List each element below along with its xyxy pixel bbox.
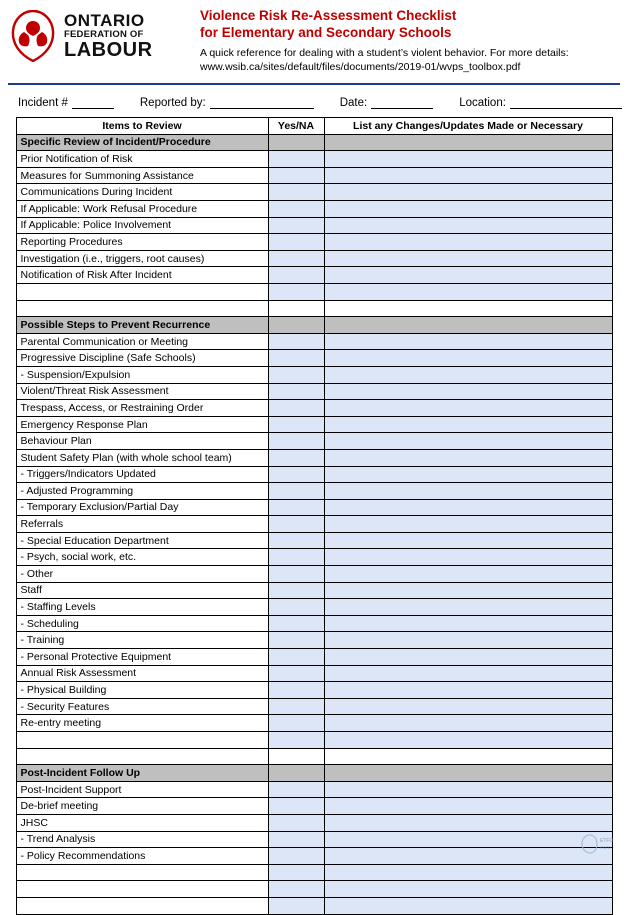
item-label	[16, 897, 268, 914]
yesna-cell	[268, 317, 324, 334]
item-label: - Training	[16, 632, 268, 649]
yesna-cell[interactable]	[268, 383, 324, 400]
notes-cell	[324, 134, 612, 151]
item-label: - Triggers/Indicators Updated	[16, 466, 268, 483]
yesna-cell[interactable]	[268, 466, 324, 483]
yesna-cell[interactable]	[268, 283, 324, 300]
ofl-logo-text	[64, 12, 153, 61]
yesna-cell[interactable]	[268, 864, 324, 881]
notes-cell[interactable]	[324, 333, 612, 350]
notes-cell[interactable]	[324, 499, 612, 516]
item-label: - Other	[16, 566, 268, 583]
item-label: - Scheduling	[16, 615, 268, 632]
yesna-cell[interactable]	[268, 217, 324, 234]
notes-cell[interactable]	[324, 615, 612, 632]
item-label: Parental Communication or Meeting	[16, 333, 268, 350]
notes-cell[interactable]	[324, 881, 612, 898]
notes-cell[interactable]	[324, 466, 612, 483]
yesna-cell[interactable]	[268, 848, 324, 865]
item-label	[16, 283, 268, 300]
section-label: Post-Incident Follow Up	[16, 765, 268, 782]
table-row	[16, 814, 612, 831]
reference-url: www.wsib.ca/sites/default/files/documents/2019-01/wvps_toolbox.pdf	[200, 61, 521, 74]
notes-cell[interactable]	[324, 549, 612, 566]
notes-cell[interactable]	[324, 897, 612, 914]
document-title-line1: Violence Risk Re-Assessment Checklist	[200, 8, 457, 23]
table-row	[16, 781, 612, 798]
yesna-cell[interactable]	[268, 732, 324, 749]
yesna-cell[interactable]	[268, 516, 324, 533]
notes-cell[interactable]	[324, 234, 612, 251]
header-yesna: Yes/NA	[268, 118, 324, 135]
table-spacer-row	[16, 300, 612, 317]
item-label: JHSC	[16, 814, 268, 831]
item-label: - Special Education Department	[16, 532, 268, 549]
notes-cell[interactable]	[324, 184, 612, 201]
table-row	[16, 615, 612, 632]
yesna-cell[interactable]	[268, 582, 324, 599]
item-label: Measures for Summoning Assistance	[16, 167, 268, 184]
notes-cell[interactable]	[324, 665, 612, 682]
yesna-cell[interactable]	[268, 449, 324, 466]
ofl-trillium-icon	[10, 10, 56, 62]
notes-cell[interactable]	[324, 201, 612, 218]
yesna-cell[interactable]	[268, 499, 324, 516]
notes-cell[interactable]	[324, 632, 612, 649]
table-section-row	[16, 317, 612, 334]
notes-cell[interactable]	[324, 798, 612, 815]
table-row	[16, 400, 612, 417]
table-section-row	[16, 134, 612, 151]
item-label: Investigation (i.e., triggers, root causes)	[16, 250, 268, 267]
section-label: Possible Steps to Prevent Recurrence	[16, 317, 268, 334]
table-row	[16, 217, 612, 234]
subtitle-text: A quick reference for dealing with a student’s violent behavior. For more details:	[200, 46, 569, 59]
notes-cell[interactable]	[324, 814, 612, 831]
incident-info-row	[0, 85, 628, 117]
item-label: Communications During Incident	[16, 184, 268, 201]
table-head	[16, 118, 612, 135]
item-label: Post-Incident Support	[16, 781, 268, 798]
notes-cell[interactable]	[324, 831, 612, 848]
table-row	[16, 466, 612, 483]
date-label: Date:	[339, 97, 368, 110]
item-label	[16, 881, 268, 898]
yesna-cell[interactable]	[268, 184, 324, 201]
yesna-cell[interactable]	[268, 400, 324, 417]
yesna-cell[interactable]	[268, 333, 324, 350]
yesna-cell[interactable]	[268, 814, 324, 831]
notes-cell[interactable]	[324, 283, 612, 300]
table-spacer-row	[16, 748, 612, 765]
table-row	[16, 632, 612, 649]
yesna-cell[interactable]	[268, 366, 324, 383]
item-label: Violent/Threat Risk Assessment	[16, 383, 268, 400]
yesna-cell[interactable]	[268, 416, 324, 433]
yesna-cell[interactable]	[268, 532, 324, 549]
item-label: - Trend Analysis	[16, 831, 268, 848]
table-row	[16, 848, 612, 865]
notes-cell[interactable]	[324, 416, 612, 433]
yesna-cell[interactable]	[268, 250, 324, 267]
item-label: Trespass, Access, or Restraining Order	[16, 400, 268, 417]
yesna-cell[interactable]	[268, 615, 324, 632]
notes-cell[interactable]	[324, 151, 612, 168]
svg-text:FEEO: FEEO	[600, 845, 611, 850]
ofl-logo	[10, 8, 190, 62]
yesna-cell[interactable]	[268, 151, 324, 168]
item-label: Prior Notification of Risk	[16, 151, 268, 168]
yesna-cell[interactable]	[268, 483, 324, 500]
header-items: Items to Review	[16, 118, 268, 135]
yesna-cell[interactable]	[268, 715, 324, 732]
notes-cell[interactable]	[324, 566, 612, 583]
yesna-cell[interactable]	[268, 682, 324, 699]
reported-by-input[interactable]	[210, 95, 314, 109]
table-row	[16, 532, 612, 549]
yesna-cell	[268, 748, 324, 765]
incident-number-field[interactable]	[18, 95, 114, 109]
notes-cell[interactable]	[324, 217, 612, 234]
location-input[interactable]	[510, 95, 622, 109]
notes-cell[interactable]	[324, 582, 612, 599]
ofl-logo-line2: FEDERATION OF	[64, 28, 144, 40]
table-row	[16, 682, 612, 699]
notes-cell	[324, 748, 612, 765]
yesna-cell	[268, 300, 324, 317]
table-row	[16, 599, 612, 616]
table-row	[16, 715, 612, 732]
table-row	[16, 167, 612, 184]
table-row	[16, 831, 612, 848]
table-row	[16, 151, 612, 168]
yesna-cell[interactable]	[268, 599, 324, 616]
notes-cell[interactable]	[324, 167, 612, 184]
yesna-cell[interactable]	[268, 566, 324, 583]
table-body	[16, 134, 612, 914]
item-label: - Security Features	[16, 698, 268, 715]
item-label: Progressive Discipline (Safe Schools)	[16, 350, 268, 367]
notes-cell[interactable]	[324, 698, 612, 715]
yesna-cell[interactable]	[268, 632, 324, 649]
table-row	[16, 732, 612, 749]
yesna-cell[interactable]	[268, 881, 324, 898]
item-label: - Psych, social work, etc.	[16, 549, 268, 566]
yesna-cell[interactable]	[268, 549, 324, 566]
item-label: - Physical Building	[16, 682, 268, 699]
item-label: - Suspension/Expulsion	[16, 366, 268, 383]
notes-cell[interactable]	[324, 715, 612, 732]
table-row	[16, 283, 612, 300]
ofl-logo-line1: ONTARIO	[64, 10, 145, 30]
notes-cell[interactable]	[324, 781, 612, 798]
table-row	[16, 566, 612, 583]
document-title-line2: for Elementary and Secondary Schools	[200, 24, 452, 40]
table-section-row	[16, 765, 612, 782]
item-label: Emergency Response Plan	[16, 416, 268, 433]
section-label: Specific Review of Incident/Procedure	[16, 134, 268, 151]
item-label: - Adjusted Programming	[16, 483, 268, 500]
table-row	[16, 897, 612, 914]
notes-cell[interactable]	[324, 400, 612, 417]
notes-cell[interactable]	[324, 267, 612, 284]
notes-cell[interactable]	[324, 366, 612, 383]
notes-cell[interactable]	[324, 383, 612, 400]
item-label	[16, 864, 268, 881]
reported-by-label: Reported by:	[139, 97, 206, 110]
item-label: De-brief meeting	[16, 798, 268, 815]
item-label: - Policy Recommendations	[16, 848, 268, 865]
yesna-cell[interactable]	[268, 433, 324, 450]
item-label: Annual Risk Assessment	[16, 665, 268, 682]
notes-cell	[324, 300, 612, 317]
table-row	[16, 449, 612, 466]
notes-cell[interactable]	[324, 649, 612, 666]
table-row	[16, 881, 612, 898]
table-row	[16, 267, 612, 284]
table-row	[16, 366, 612, 383]
yesna-cell[interactable]	[268, 897, 324, 914]
table-row	[16, 649, 612, 666]
table-row	[16, 433, 612, 450]
item-label: Student Safety Plan (with whole school team)	[16, 449, 268, 466]
yesna-cell	[268, 134, 324, 151]
table-row	[16, 184, 612, 201]
footer-logo-icon	[580, 833, 620, 855]
item-label: Re-entry meeting	[16, 715, 268, 732]
notes-cell[interactable]	[324, 848, 612, 865]
table-row	[16, 698, 612, 715]
table-row	[16, 665, 612, 682]
date-input[interactable]	[371, 95, 433, 109]
incident-number-input[interactable]	[72, 95, 114, 109]
checklist-table	[16, 117, 613, 915]
yesna-cell[interactable]	[268, 201, 324, 218]
table-row	[16, 582, 612, 599]
notes-cell[interactable]	[324, 532, 612, 549]
item-label	[16, 748, 268, 765]
item-label: - Personal Protective Equipment	[16, 649, 268, 666]
svg-text:ETFO: ETFO	[600, 838, 614, 844]
yesna-cell[interactable]	[268, 798, 324, 815]
item-label: If Applicable: Police Involvement	[16, 217, 268, 234]
table-row	[16, 234, 612, 251]
notes-cell	[324, 765, 612, 782]
yesna-cell[interactable]	[268, 234, 324, 251]
document-header	[0, 0, 628, 79]
notes-cell	[324, 317, 612, 334]
yesna-cell	[268, 765, 324, 782]
incident-number-label: Incident #	[18, 97, 68, 110]
item-label: Reporting Procedures	[16, 234, 268, 251]
table-row	[16, 350, 612, 367]
notes-cell[interactable]	[324, 250, 612, 267]
notes-cell[interactable]	[324, 433, 612, 450]
notes-cell[interactable]	[324, 483, 612, 500]
title-block	[190, 8, 618, 75]
item-label: If Applicable: Work Refusal Procedure	[16, 201, 268, 218]
yesna-cell[interactable]	[268, 698, 324, 715]
date-field[interactable]	[340, 95, 434, 109]
notes-cell[interactable]	[324, 864, 612, 881]
item-label: - Staffing Levels	[16, 599, 268, 616]
table-row	[16, 201, 612, 218]
yesna-cell[interactable]	[268, 831, 324, 848]
yesna-cell[interactable]	[268, 267, 324, 284]
yesna-cell[interactable]	[268, 350, 324, 367]
ofl-logo-line3: LABOUR	[64, 39, 153, 62]
table-row	[16, 333, 612, 350]
document-subtitle	[200, 47, 618, 75]
notes-cell[interactable]	[324, 682, 612, 699]
item-label	[16, 732, 268, 749]
table-row	[16, 483, 612, 500]
table-row	[16, 250, 612, 267]
reported-by-field[interactable]	[140, 95, 314, 109]
location-label: Location:	[459, 97, 506, 110]
notes-cell[interactable]	[324, 350, 612, 367]
item-label: Referrals	[16, 516, 268, 533]
yesna-cell[interactable]	[268, 781, 324, 798]
item-label	[16, 300, 268, 317]
table-row	[16, 499, 612, 516]
yesna-cell[interactable]	[268, 167, 324, 184]
item-label: Staff	[16, 582, 268, 599]
notes-cell[interactable]	[324, 599, 612, 616]
location-field[interactable]	[459, 95, 622, 109]
table-row	[16, 549, 612, 566]
table-header-row	[16, 118, 612, 135]
table-row	[16, 383, 612, 400]
item-label: Notification of Risk After Incident	[16, 267, 268, 284]
notes-cell[interactable]	[324, 516, 612, 533]
item-label: - Temporary Exclusion/Partial Day	[16, 499, 268, 516]
item-label: Behaviour Plan	[16, 433, 268, 450]
header-notes: List any Changes/Updates Made or Necessary	[324, 118, 612, 135]
table-row	[16, 798, 612, 815]
notes-cell[interactable]	[324, 449, 612, 466]
yesna-cell[interactable]	[268, 649, 324, 666]
yesna-cell[interactable]	[268, 665, 324, 682]
table-row	[16, 416, 612, 433]
table-row	[16, 864, 612, 881]
table-row	[16, 516, 612, 533]
notes-cell[interactable]	[324, 732, 612, 749]
